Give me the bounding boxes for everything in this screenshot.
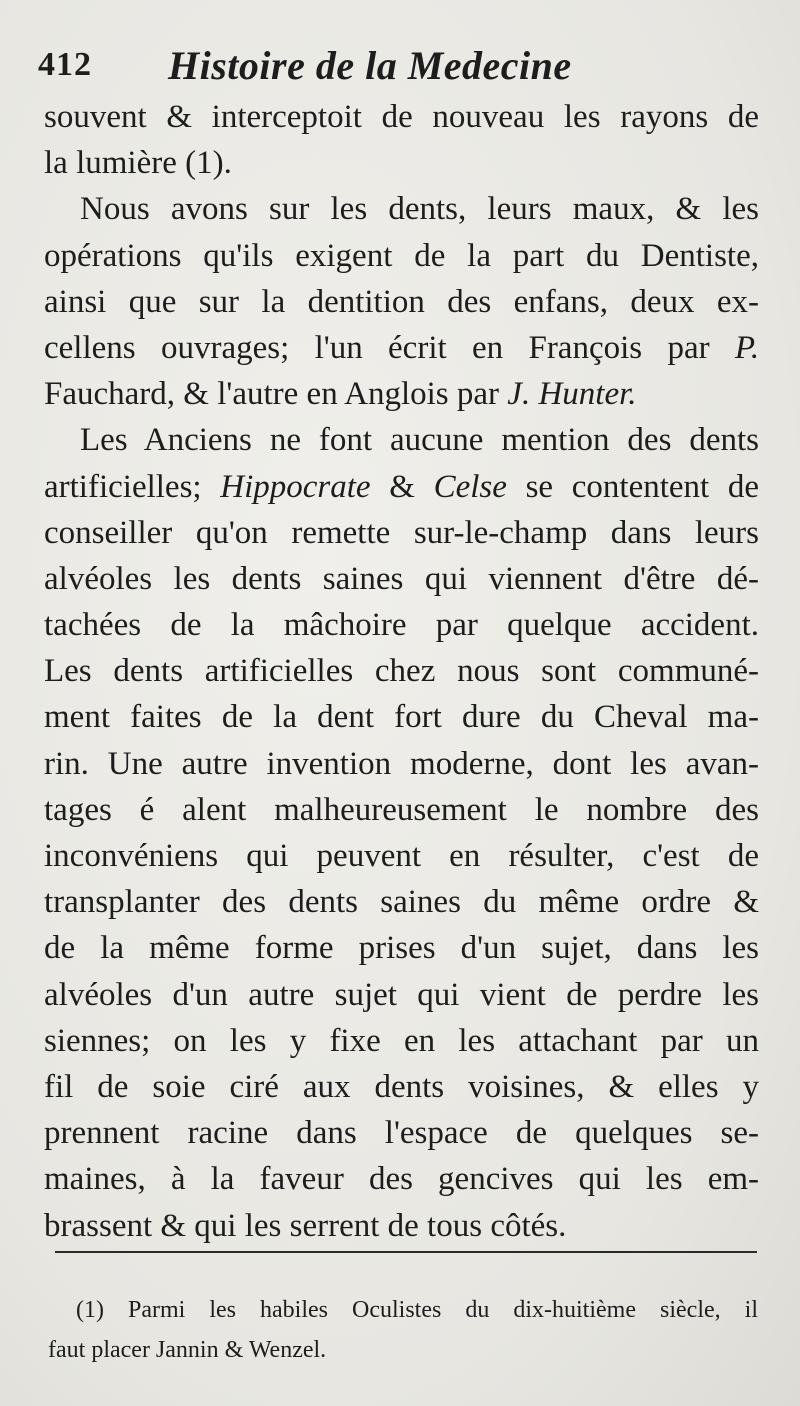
footnote-line: (1) Parmi les habiles Oculistes du dix-huitième siècle, il (76, 1297, 758, 1323)
text-line: souvent & interceptoit de nouveau les rayons de (44, 99, 759, 135)
text-line: Nous avons sur les dents, leurs maux, & les (80, 191, 759, 228)
text-line: Les dents artificielles chez nous sont communé- (44, 653, 759, 690)
text-line: tachées de la mâchoire par quelque accident. (44, 607, 759, 644)
text-line: tages é alent malheureusement le nombre des (44, 791, 759, 828)
text-line: de la même forme prises d'un sujet, dans les (44, 930, 759, 967)
italic-name: Hunter. (538, 376, 637, 413)
italic-name: Celse (433, 468, 507, 505)
text-line: rin. Une autre invention moderne, dont les avan- (44, 745, 759, 782)
text-line: conseiller qu'on remette sur-le-champ dans leurs (44, 514, 759, 551)
text-line: Les Anciens ne font aucune mention des dents (80, 422, 759, 459)
text-line: ment faites de la dent fort dure du Cheval ma- (44, 699, 759, 736)
text-line: brassent & qui les serrent de tous côtés. (44, 1207, 567, 1244)
footnote-divider (55, 1251, 757, 1253)
text-line: alvéoles les dents saines qui viennent d'être dé- (44, 560, 759, 597)
text-line: cellens ouvrages; l'un écrit en François par P. (44, 329, 760, 366)
running-title: Histoire de la Medecine (168, 43, 572, 88)
italic-name: P. (734, 329, 760, 366)
footnote (48, 1290, 758, 1370)
text-line: Fauchard, & l'autre en Anglois par J. Hunter. (44, 376, 637, 413)
page-number: 412 (38, 46, 92, 83)
text-line: artificielles; Hippocrate & Celse se contentent de (44, 468, 760, 505)
text-line: transplanter des dents saines du même ordre & (44, 884, 759, 921)
italic-name: Hippocrate (220, 468, 371, 505)
page-header (38, 42, 758, 98)
text-line: prennent racine dans l'espace de quelques se- (44, 1115, 759, 1152)
text-line: inconvéniens qui peuvent en résulter, c'est de (44, 838, 759, 874)
text-line: maines, à la faveur des gencives qui les em- (44, 1161, 759, 1198)
text-line: ainsi que sur la dentition des enfans, deux ex- (44, 283, 759, 320)
text-line: siennes; on les y fixe en les attachant par un (44, 1022, 759, 1059)
footnote-line: faut placer Jannin & Wenzel. (48, 1337, 327, 1363)
text-line: fil de soie ciré aux dents voisines, & elles y (44, 1068, 759, 1105)
body-text (44, 94, 759, 1249)
text-line: alvéoles d'un autre sujet qui vient de perdre les (44, 976, 759, 1013)
text-line: la lumière (1). (44, 145, 232, 182)
text-line: opérations qu'ils exigent de la part du Dentiste, (44, 237, 759, 274)
italic-name: J. (507, 376, 531, 413)
